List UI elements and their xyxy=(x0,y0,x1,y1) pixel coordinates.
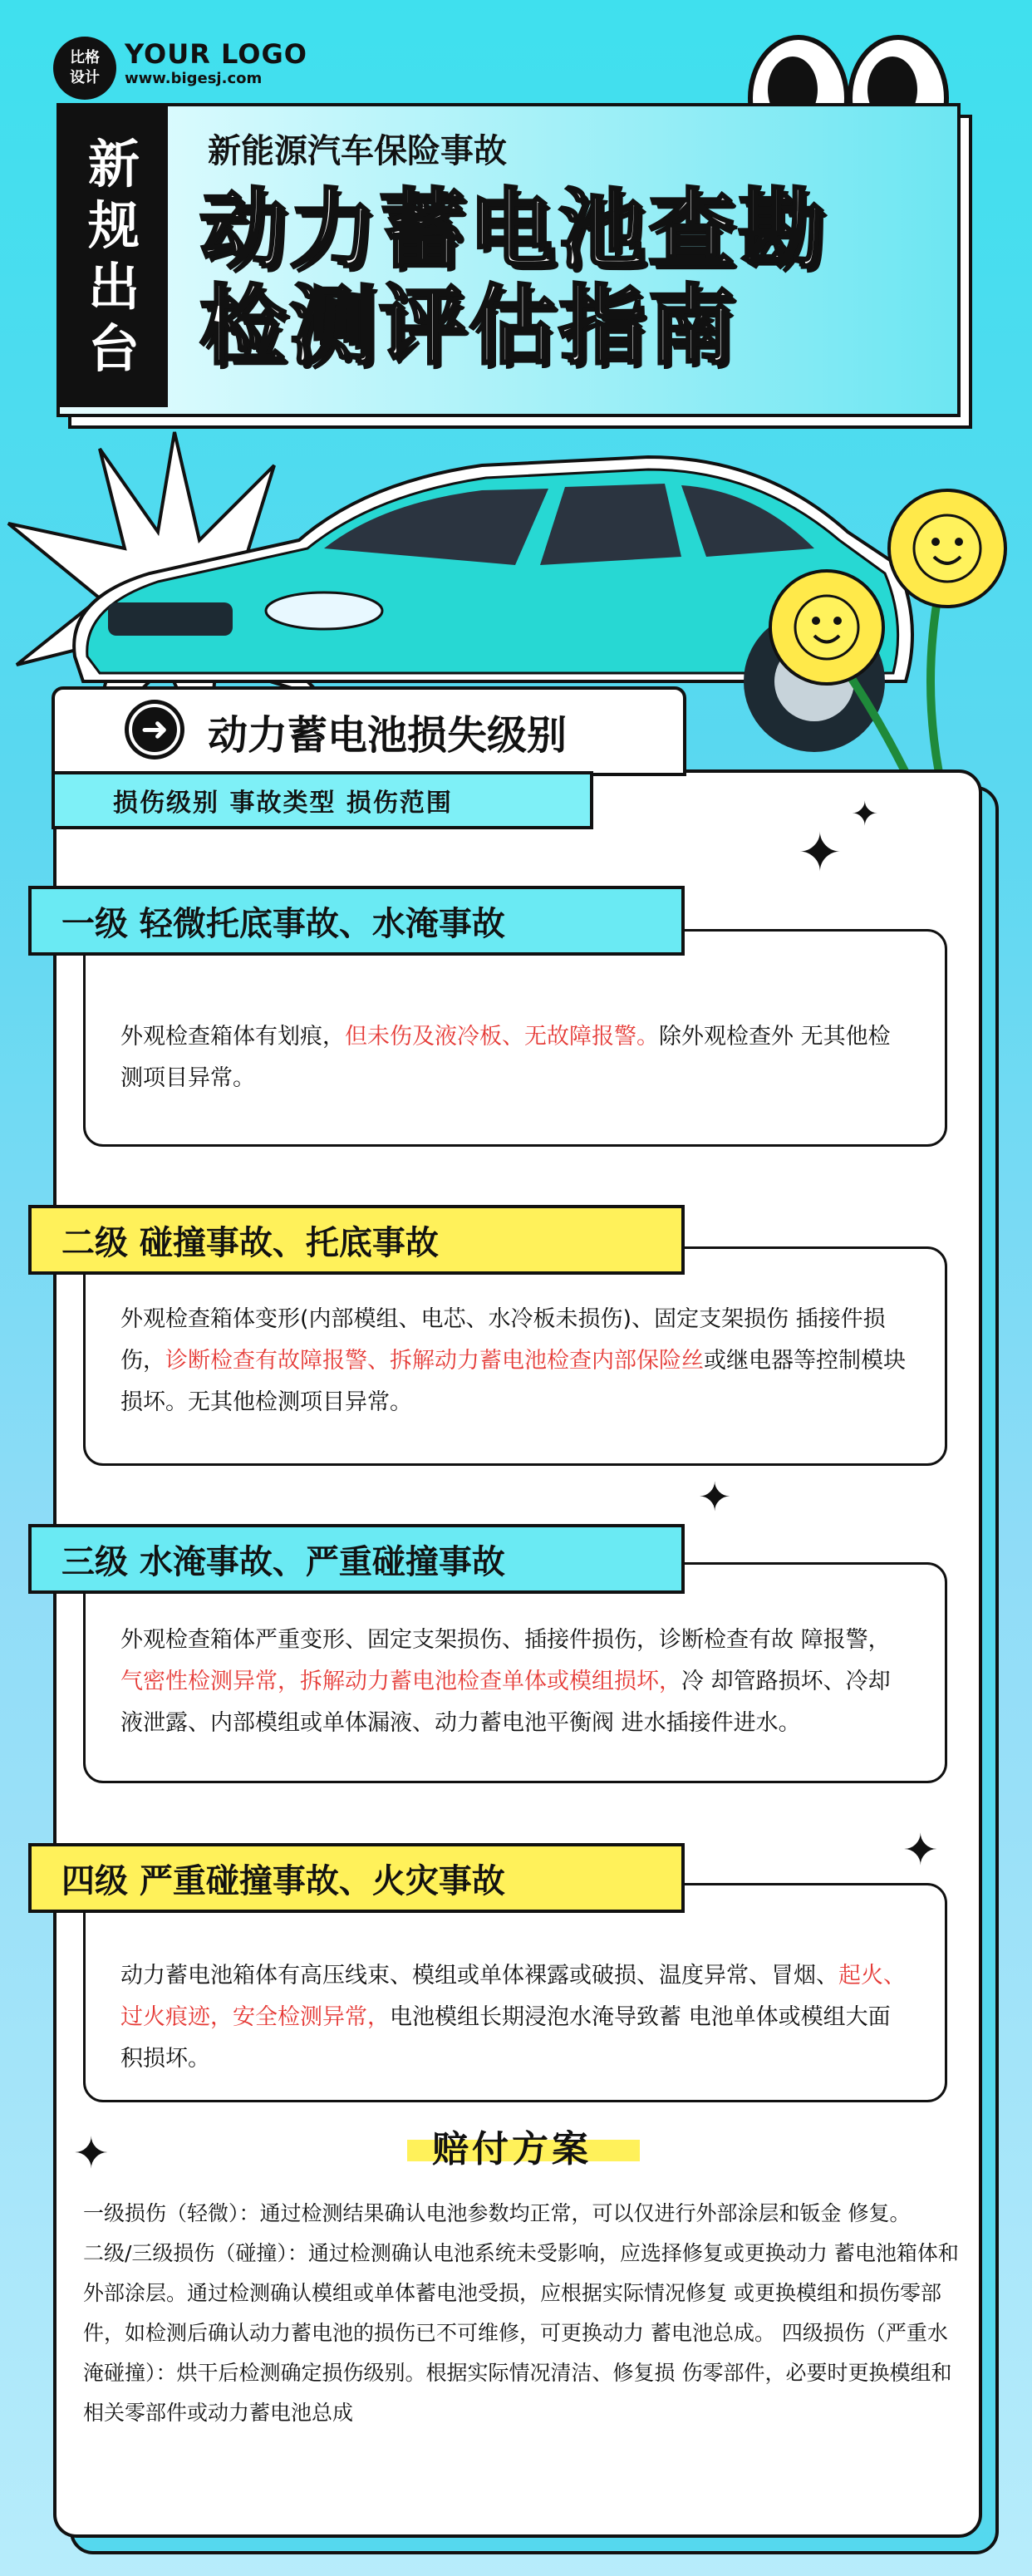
level-1-text-rest: 除外观检查外 无其他检测项目异常。 xyxy=(120,1024,891,1091)
level-4-highlight: 起火、过火痕迹，安全检测异常， xyxy=(120,1963,906,2030)
page-title xyxy=(199,181,828,374)
smiley-flower-icon xyxy=(731,474,1030,773)
sparkle-icon: ✦ xyxy=(902,1826,939,1875)
logo-badge-line1: 比格 xyxy=(70,49,100,66)
sparkle-icon: ✦ xyxy=(798,823,843,884)
side-char: 出 xyxy=(87,257,140,317)
level-1-text: 外观检查箱体有划痕， xyxy=(120,1024,345,1050)
compensation-para-2: 二级/三级损伤（碰撞）：通过检测确认电池系统未受影响，应选择修复或更换动力 蓄电池箱体和外部涂层。通过检测确认模组或单体蓄电池受损，应根据实际情况修复 或更换模组和损伤零部件，如检测后确认动力蓄电池的损伤已不可维修，可更换动力 蓄电池总成。 四级损伤（严重水淹碰撞）：烘干后检测确定损伤级别。根据实际情况清洁、修复损 伤零部件，必要时更换模组和相关零部件或动力蓄电池总成 xyxy=(83,2241,959,2425)
level-3-tag: 三级 水淹事故、严重碰撞事故 xyxy=(28,1524,685,1594)
category-bar: 损伤级别 事故类型 损伤范围 xyxy=(52,771,593,829)
logo-name: YOUR LOGO xyxy=(125,38,307,70)
arrow-right-icon: ➜ xyxy=(125,700,184,760)
level-1-highlight: 但未伤及液冷板、无故障报警。 xyxy=(345,1024,659,1050)
level-2-text-rest: 或继电器等控制模块损坏。无其他检测项目异常。 xyxy=(120,1348,906,1415)
side-char: 规 xyxy=(87,195,140,256)
logo-badge xyxy=(53,37,116,100)
level-2-tag: 二级 碰撞事故、托底事故 xyxy=(28,1205,685,1275)
level-3-text-rest: 冷 却管路损坏、冷却液泄露、内部模组或单体漏液、动力蓄电池平衡阀 进水插接件进水。 xyxy=(120,1669,891,1736)
level-4-tag: 四级 严重碰撞事故、火灾事故 xyxy=(28,1843,685,1913)
compensation-para-1: 一级损伤（轻微）：通过检测结果确认电池参数均正常，可以仅进行外部涂层和钣金 修复。 xyxy=(83,2201,911,2225)
level-3-text: 外观检查箱体严重变形、固定支架损伤、插接件损伤，诊断检查有故 障报警， xyxy=(120,1627,891,1653)
logo-url: www.bigesj.com xyxy=(125,70,263,87)
compensation-title: 赔付方案 xyxy=(432,2128,592,2170)
level-4-text-rest: 电池模组长期浸泡水淹导致蓄 电池单体或模组大面积损坏。 xyxy=(120,2004,891,2072)
level-4-box xyxy=(83,1883,947,2102)
sparkle-icon: ✦ xyxy=(698,1474,732,1521)
sparkle-icon: ✦ xyxy=(851,795,879,833)
title-side-banner xyxy=(60,106,168,407)
page-title-line2: 检测评估指南 xyxy=(199,275,739,376)
side-char: 新 xyxy=(87,134,140,194)
level-1-tag: 一级 轻微托底事故、水淹事故 xyxy=(28,886,685,956)
page-title-line1: 动力蓄电池查勘 xyxy=(199,179,828,280)
compensation-text xyxy=(83,2194,964,2433)
level-3-highlight: 气密性检测异常，拆解动力蓄电池检查单体或模组损坏， xyxy=(120,1669,681,1694)
page-subtitle: 新能源汽车保险事故 xyxy=(208,132,507,170)
level-4-text: 动力蓄电池箱体有高压线束、模组或单体裸露或破损、温度异常、冒烟、 xyxy=(120,1963,838,1989)
logo-badge-line2: 设计 xyxy=(70,69,100,86)
level-2-highlight: 诊断检查有故障报警、拆解动力蓄电池检查内部保险丝 xyxy=(165,1348,704,1374)
level-1-box xyxy=(83,929,947,1147)
level-2-text: 外观检查箱体变形(内部模组、电芯、水冷板未损伤)、固定支架损伤 插接件损伤， xyxy=(120,1306,886,1374)
level-3-box xyxy=(83,1562,947,1783)
section-title: 动力蓄电池损失级别 xyxy=(208,712,568,759)
sparkle-icon: ✦ xyxy=(73,2129,110,2179)
level-2-box xyxy=(83,1246,947,1466)
side-char: 台 xyxy=(87,318,140,379)
